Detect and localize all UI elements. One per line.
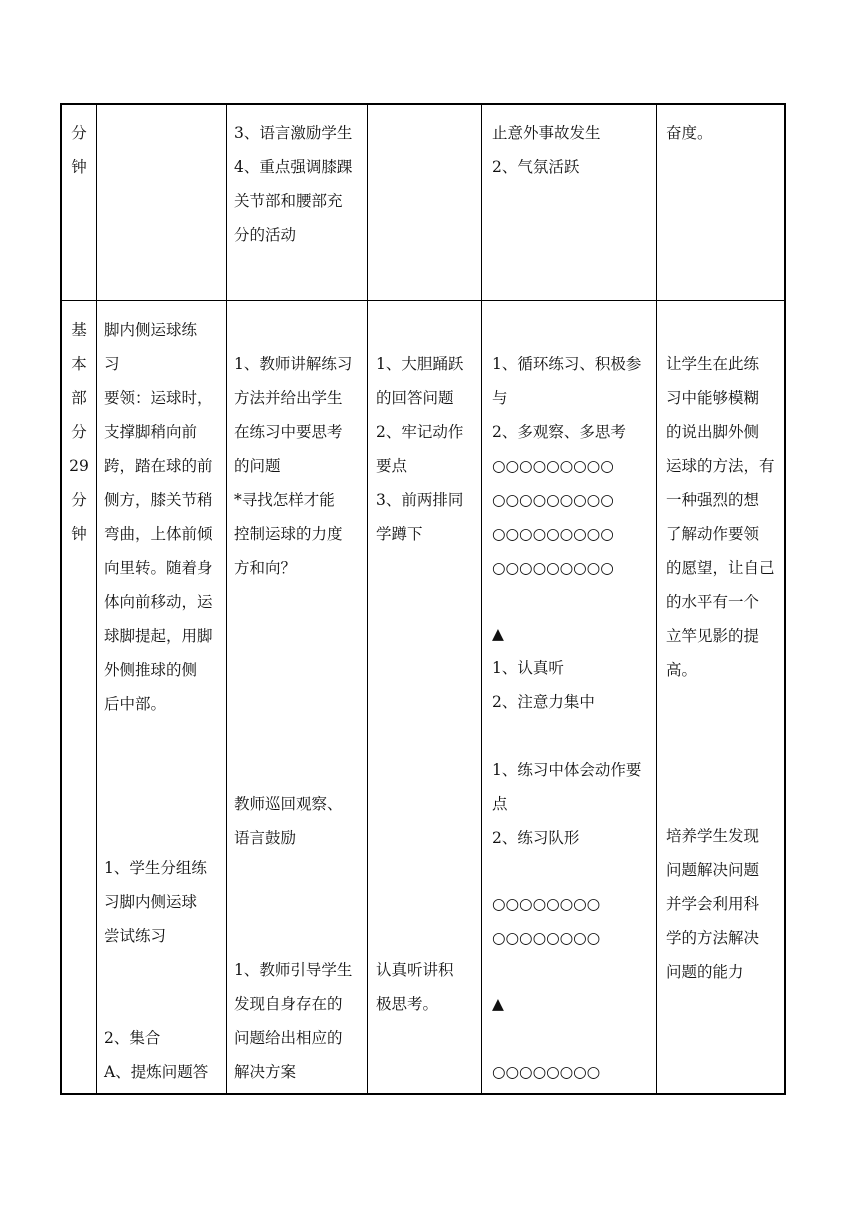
text-line: 高。 xyxy=(666,661,698,679)
row1-teacher-cell xyxy=(234,116,362,252)
text-line: 1、循环练习、积极参 xyxy=(492,355,642,373)
text-line: 培养学生发现 xyxy=(666,827,760,845)
row2-organization-cell xyxy=(492,617,652,719)
row2-student-cell xyxy=(376,953,476,1021)
formation-row: ○○○○○○○○○ xyxy=(492,491,614,509)
text-line: 钟 xyxy=(71,158,87,176)
text-line: 1、教师讲解练习 xyxy=(234,355,353,373)
formation-row: ○○○○○○○○○ xyxy=(492,457,614,475)
formation-row: ○○○○○○○○ xyxy=(492,1063,601,1081)
formation-row: ○○○○○○○○○ xyxy=(492,525,614,543)
text-line: 方法并给出学生 xyxy=(234,389,343,407)
formation-row: ○○○○○○○○ xyxy=(492,929,601,947)
row2-teacher-cell xyxy=(234,347,362,585)
text-line: 2、气氛活跃 xyxy=(492,158,580,176)
text-line: 在练习中要思考 xyxy=(234,423,343,441)
text-line: 2、集合 xyxy=(104,1029,161,1047)
text-line: 外侧推球的侧 xyxy=(104,661,198,679)
text-line: 1、练习中体会动作要 xyxy=(492,761,642,779)
row2-organization-cell xyxy=(492,887,652,955)
text-line: 问题解决问题 xyxy=(666,861,760,879)
text-line: 支撑脚稍向前 xyxy=(104,423,198,441)
text-line: 认真听讲积 xyxy=(376,961,454,979)
text-line: 问题的能力 xyxy=(666,963,744,981)
row2-content-cell xyxy=(104,851,221,953)
text-line: 教师巡回观察、 xyxy=(234,795,343,813)
row2-content-cell xyxy=(104,313,221,721)
text-line: 的回答问题 xyxy=(376,389,454,407)
text-line: 钟 xyxy=(71,525,87,543)
teacher-marker: ▲ xyxy=(492,995,504,1013)
text-line: 3、语言激励学生 xyxy=(234,124,353,142)
text-line: 跨，踏在球的前 xyxy=(104,457,213,475)
text-line: 1、教师引导学生 xyxy=(234,961,353,979)
text-line: 并学会利用科 xyxy=(666,895,760,913)
text-line: 尝试练习 xyxy=(104,927,167,945)
text-line: 基 xyxy=(71,321,87,339)
text-line: 球脚提起，用脚 xyxy=(104,627,213,645)
text-line: 后中部。 xyxy=(104,695,167,713)
text-line: 发现自身存在的 xyxy=(234,995,343,1013)
text-line: 2、练习队形 xyxy=(492,829,580,847)
teacher-marker: ▲ xyxy=(492,625,504,643)
text-line: A、提炼问题答 xyxy=(104,1063,209,1081)
text-line: 习中能够模糊 xyxy=(666,389,760,407)
text-line: 习 xyxy=(104,355,120,373)
row2-organization-cell xyxy=(492,987,652,1021)
text-line: 2、注意力集中 xyxy=(492,693,595,711)
row1-time-cell xyxy=(62,116,96,184)
text-line: 1、学生分组练 xyxy=(104,859,207,877)
text-line: 习脚内侧运球 xyxy=(104,893,198,911)
text-line: 要点 xyxy=(376,457,408,475)
column-divider xyxy=(367,105,368,1093)
text-line: 止意外事故发生 xyxy=(492,124,601,142)
row2-intent-cell xyxy=(666,819,780,989)
text-line: 分的活动 xyxy=(234,226,297,244)
row2-teacher-cell xyxy=(234,953,362,1089)
text-line: 学蹲下 xyxy=(376,525,423,543)
text-line: 1、大胆踊跃 xyxy=(376,355,464,373)
text-line: 1、认真听 xyxy=(492,659,564,677)
text-line: 分 xyxy=(71,423,87,441)
text-line: 问题给出相应的 xyxy=(234,1029,343,1047)
row2-time-cell xyxy=(62,313,96,551)
text-line: 本 xyxy=(71,355,87,373)
text-line: 弯曲，上体前倾 xyxy=(104,525,213,543)
text-line: 的水平有一个 xyxy=(666,593,760,611)
row1-intent-cell xyxy=(666,116,780,150)
text-line: 2、牢记动作 xyxy=(376,423,464,441)
text-line: 立竿见影的提 xyxy=(666,627,760,645)
text-line: 脚内侧运球练 xyxy=(104,321,198,339)
text-line: 向里转。随着身 xyxy=(104,559,213,577)
text-line: 让学生在此练 xyxy=(666,355,760,373)
row2-student-cell xyxy=(376,347,476,551)
row2-teacher-cell xyxy=(234,787,362,855)
column-divider xyxy=(226,105,227,1093)
text-line: 4、重点强调膝踝 xyxy=(234,158,353,176)
text-line: 学的方法解决 xyxy=(666,929,760,947)
text-line: 一种强烈的想 xyxy=(666,491,760,509)
text-line: 解决方案 xyxy=(234,1063,297,1081)
text-line: 要领：运球时， xyxy=(104,389,213,407)
text-line: 3、前两排同 xyxy=(376,491,464,509)
text-line: 分 xyxy=(71,124,87,142)
column-divider xyxy=(96,105,97,1093)
text-line: 分 xyxy=(71,491,87,509)
formation-row: ○○○○○○○○○ xyxy=(492,559,614,577)
row2-organization-cell xyxy=(492,347,652,585)
row2-organization-cell xyxy=(492,1055,652,1089)
column-divider xyxy=(656,105,657,1093)
text-line: 了解动作要领 xyxy=(666,525,760,543)
text-line: 的说出脚外侧 xyxy=(666,423,760,441)
text-line: 语言鼓励 xyxy=(234,829,297,847)
column-divider xyxy=(481,105,482,1093)
text-line: *寻找怎样才能 xyxy=(234,491,335,509)
text-line: 的愿望，让自己 xyxy=(666,559,775,577)
text-line: 部 xyxy=(71,389,87,407)
text-line: 体向前移动，运 xyxy=(104,593,213,611)
text-line: 29 xyxy=(69,457,89,475)
text-line: 点 xyxy=(492,795,508,813)
row2-intent-cell xyxy=(666,347,780,687)
text-line: 奋度。 xyxy=(666,124,713,142)
text-line: 运球的方法，有 xyxy=(666,457,775,475)
text-line: 与 xyxy=(492,389,508,407)
text-line: 侧方，膝关节稍 xyxy=(104,491,213,509)
row-divider xyxy=(62,300,784,301)
formation-row: ○○○○○○○○ xyxy=(492,895,601,913)
text-line: 方和向？ xyxy=(234,559,297,577)
text-line: 的问题 xyxy=(234,457,281,475)
text-line: 控制运球的力度 xyxy=(234,525,343,543)
row1-organization-cell xyxy=(492,116,652,184)
text-line: 关节部和腰部充 xyxy=(234,192,343,210)
lesson-plan-table xyxy=(60,103,786,1095)
row2-content-cell xyxy=(104,1021,221,1089)
text-line: 极思考。 xyxy=(376,995,439,1013)
row2-organization-cell xyxy=(492,753,652,855)
text-line: 2、多观察、多思考 xyxy=(492,423,626,441)
